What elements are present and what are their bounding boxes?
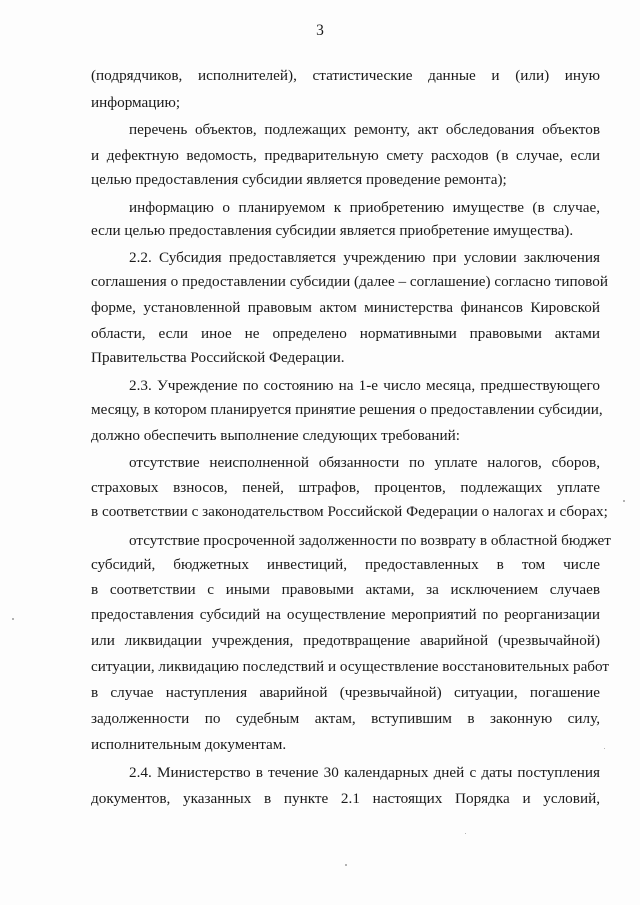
text-line: информацию о планируемом к приобретению имуществе (в случае, bbox=[129, 199, 600, 216]
text-line: документов, указанных в пункте 2.1 настоящих Порядка и условий, bbox=[91, 790, 600, 807]
text-line: перечень объектов, подлежащих ремонту, акт обследования объектов bbox=[129, 121, 600, 138]
text-line: ситуации, ликвидацию последствий и осуществление восстановительных работ bbox=[91, 658, 610, 675]
text-line: отсутствие неисполненной обязанности по уплате налогов, сборов, bbox=[129, 454, 600, 471]
text-line: в соответствии с иными правовыми актами, за исключением случаев bbox=[91, 581, 600, 598]
text-line: или ликвидации учреждения, предотвращение аварийной (чрезвычайной) bbox=[91, 632, 600, 649]
text-line: предоставления субсидий на осуществление мероприятий по реорганизации bbox=[91, 606, 600, 623]
paragraph-2-4-first-line: 2.4. Министерство в течение 30 календарных дней с даты поступления bbox=[129, 764, 600, 781]
text-line: информацию; bbox=[91, 94, 181, 111]
text-line: исполнительным документам. bbox=[91, 736, 287, 753]
scan-speck bbox=[604, 748, 605, 749]
text-line: соглашения о предоставлении субсидии (далее – соглашение) согласно типовой bbox=[91, 273, 608, 290]
text-line: (подрядчиков, исполнителей), статистические данные и (или) иную bbox=[91, 67, 600, 84]
page-number: 3 bbox=[316, 22, 324, 39]
text-line: и дефектную ведомость, предварительную смету расходов (в случае, если bbox=[91, 147, 600, 164]
text-line: форме, установленной правовым актом министерства финансов Кировской bbox=[91, 299, 600, 316]
text-line: месяцу, в котором планируется принятие решения о предоставлении субсидии, bbox=[91, 401, 603, 418]
scan-speck bbox=[12, 618, 14, 620]
text-line: отсутствие просроченной задолженности по возврату в областной бюджет bbox=[129, 532, 611, 549]
text-line: Правительства Российской Федерации. bbox=[91, 349, 345, 366]
text-line: задолженности по судебным актам, вступившим в законную силу, bbox=[91, 710, 600, 727]
scan-speck bbox=[623, 500, 625, 502]
scan-speck bbox=[345, 864, 347, 866]
text-line: страховых взносов, пеней, штрафов, процентов, подлежащих уплате bbox=[91, 479, 600, 496]
text-line: должно обеспечить выполнение следующих требований: bbox=[91, 427, 460, 444]
paragraph-2-2-first-line: 2.2. Субсидия предоставляется учреждению при условии заключения bbox=[129, 249, 600, 266]
text-line: субсидий, бюджетных инвестиций, предоставленных в том числе bbox=[91, 556, 600, 573]
text-line: в соответствии с законодательством Российской Федерации о налогах и сборах; bbox=[91, 503, 608, 520]
scan-speck bbox=[465, 833, 466, 834]
text-line: в случае наступления аварийной (чрезвычайной) ситуации, погашение bbox=[91, 684, 600, 701]
text-line: если целью предоставления субсидии является приобретение имущества). bbox=[91, 222, 574, 239]
text-line: области, если иное не определено нормативными правовыми актами bbox=[91, 325, 600, 342]
text-line: целью предоставления субсидии является проведение ремонта); bbox=[91, 171, 507, 188]
paragraph-2-3-first-line: 2.3. Учреждение по состоянию на 1-е число месяца, предшествующего bbox=[129, 377, 600, 394]
